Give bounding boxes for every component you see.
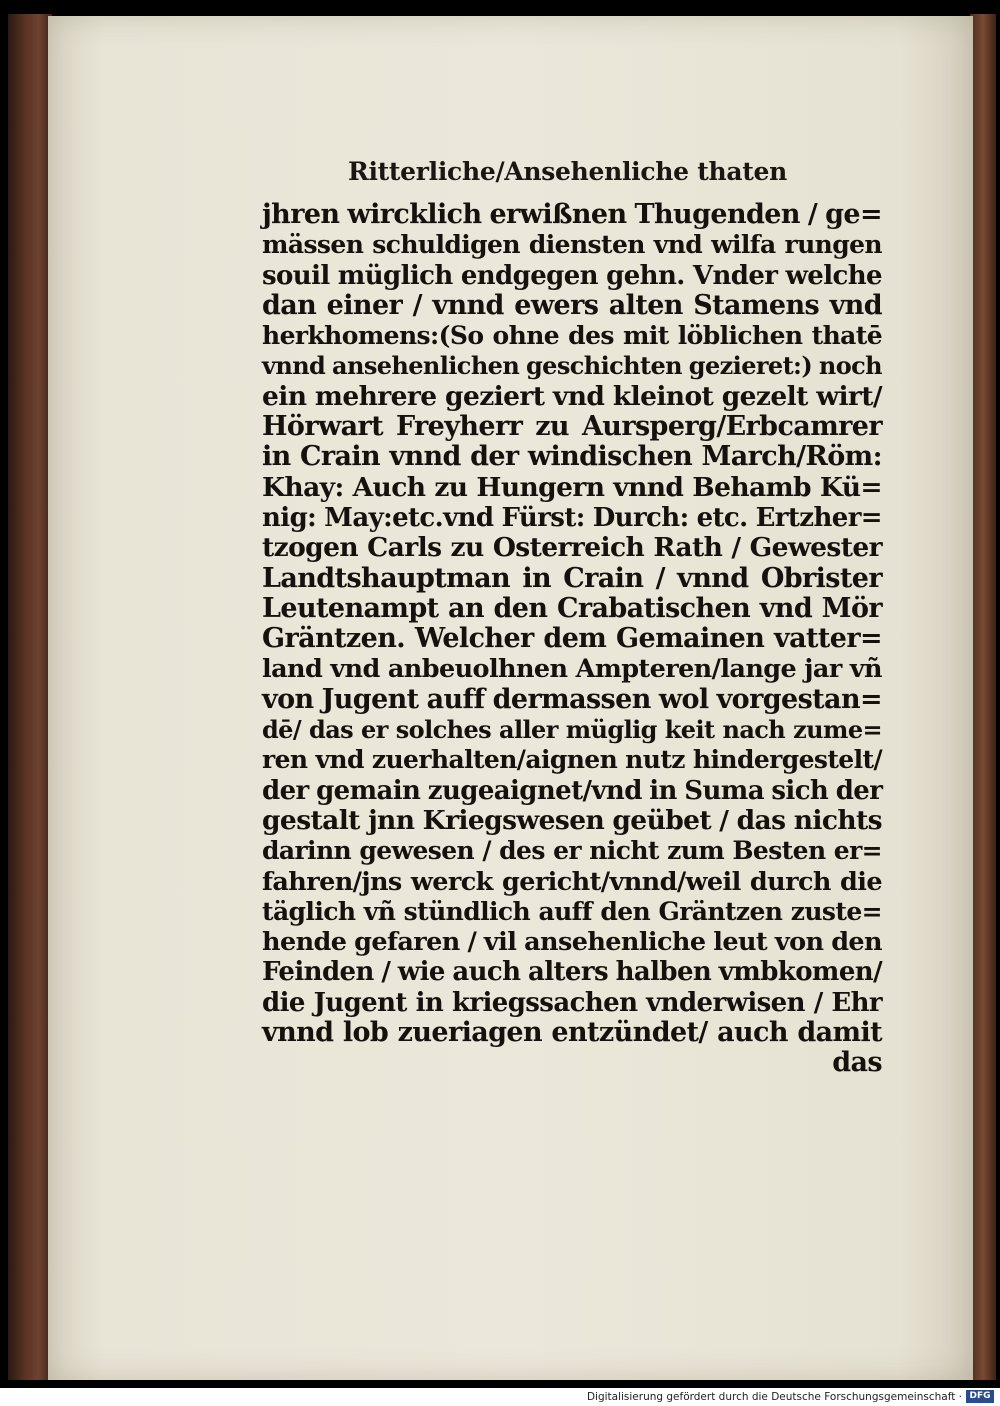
text-line: in Crain vnnd der windischen March/Röm: bbox=[262, 441, 882, 473]
footer-bar bbox=[0, 1388, 1000, 1406]
book-cover-right-edge bbox=[970, 14, 996, 1380]
text-line: Gräntzen. Welcher dem Gemainen vatter= bbox=[262, 623, 882, 655]
text-line: land vnd anbeuolhnen Ampteren/lange jar vñ bbox=[262, 654, 882, 685]
text-line: dē/ das er solches aller müglig keit nach zume= bbox=[262, 715, 882, 745]
running-head: Ritterliche/Ansehenliche thaten bbox=[348, 157, 787, 186]
text-line: das bbox=[832, 1047, 882, 1079]
text-block bbox=[262, 200, 882, 1079]
text-line: ein mehrere geziert vnd kleinot gezelt wirt/ bbox=[262, 380, 882, 412]
text-line: Leutenampt an den Crabatischen vnd Mör bbox=[262, 592, 882, 624]
text-line: gestalt jnn Kriegswesen geübet / das nichts bbox=[262, 804, 882, 836]
footer-credit: Digitalisierung gefördert durch die Deutsche Forschungsgemeinschaft · bbox=[586, 1391, 962, 1403]
text-line: mässen schuldigen diensten vnd wilfa rungen bbox=[262, 230, 882, 260]
text-line: der gemain zugeaignet/vnd in Suma sich der bbox=[262, 775, 883, 806]
text-line: darinn gewesen / des er nicht zum Besten er= bbox=[262, 836, 882, 866]
book-cover-left-edge bbox=[8, 14, 52, 1380]
text-line: Feinden / wie auch alters halben vmbkomen/ bbox=[262, 957, 882, 988]
text-line: Landtshauptman in Crain / vnnd Obrister bbox=[262, 562, 882, 594]
text-line: fahren/jns werck gericht/vnnd/weil durch die bbox=[262, 866, 882, 897]
text-line: vnnd lob zueriagen entzündet/ auch damit bbox=[262, 1017, 882, 1049]
text-line: von Jugent auff dermassen wol vorgestan= bbox=[262, 683, 882, 715]
dfg-logo: DFG bbox=[966, 1390, 994, 1403]
text-line: die Jugent in kriegssachen vnderwisen / Ehr bbox=[262, 987, 882, 1018]
text-line: tzogen Carls zu Osterreich Rath / Gewester bbox=[262, 532, 882, 564]
text-line: vnnd ansehenlichen geschichten gezieret:) noch bbox=[262, 351, 882, 381]
text-line: ren vnd zuerhalten/aignen nutz hindergestelt/ bbox=[262, 745, 882, 775]
text-line: täglich vñ stündlich auff den Gräntzen zuste= bbox=[262, 896, 882, 926]
text-line: hende gefaren / vil ansehenliche leut von den bbox=[262, 927, 882, 958]
text-line: souil müglich endgegen gehn. Vnder welche bbox=[262, 260, 882, 291]
text-line: Khay: Auch zu Hungern vnnd Behamb Kü= bbox=[262, 471, 882, 503]
text-line: nig: May:etc.vnd Fürst: Durch: etc. Ertzher= bbox=[262, 502, 882, 533]
text-line: jhren wircklich erwißnen Thugenden / ge= bbox=[262, 199, 882, 230]
text-line: dan einer / vnnd ewers alten Stamens vnd bbox=[262, 289, 882, 321]
text-line: Hörwart Freyherr zu Aursperg/Erbcamrer bbox=[262, 411, 882, 443]
text-line: herkhomens:(So ohne des mit löblichen thatē bbox=[262, 321, 882, 351]
